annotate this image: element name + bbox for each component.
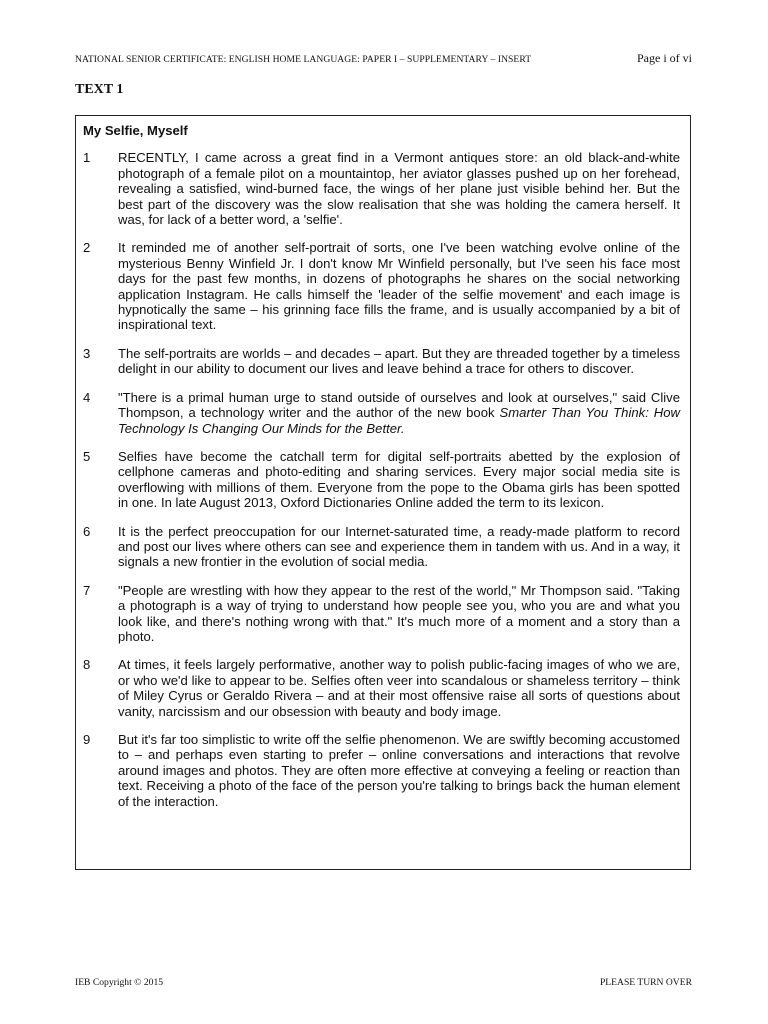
paragraph-text: [118, 390, 680, 436]
paragraph-text: At times, it feels largely performative, another way to polish public-facing images of who we are, or who we'd like to appear to be. Selfies often veer into scandalous or shameless territory – think of Miley Cyrus or Geraldo Rivera – and at their most offensive raise all sorts of questions about vanity, narcissism and our obsession with beauty and body image.: [118, 657, 680, 719]
paragraph-number: 4: [83, 389, 91, 405]
paragraph-number: 1: [83, 150, 91, 166]
exam-header-title: NATIONAL SENIOR CERTIFICATE: ENGLISH HOME LANGUAGE: PAPER I – SUPPLEMENTARY – INSERT: [75, 54, 532, 65]
paragraph-1: [83, 150, 680, 227]
paragraph-3: [83, 346, 680, 377]
paragraph-text-before-title: "There is a primal human urge to stand outside of ourselves and look at ourselves," said Clive Thompson, a technology writer and the author of the new book: [118, 389, 680, 421]
paragraph-number: 7: [83, 582, 91, 598]
page-number: Page i of vi: [637, 51, 692, 65]
text-label: TEXT 1: [75, 82, 124, 97]
paragraph-number: 3: [83, 345, 91, 361]
paragraph-text: But it's far too simplistic to write off the selfie phenomenon. We are swiftly becoming accustomed to – and perhaps even starting to prefer – online conversations and interactions that revolve around images and photos. They are often more effective at conveying a feeling or reaction than text. Receiving a photo of the face of the person you're talking to brings back the human element of the interaction.: [118, 732, 680, 809]
paragraph-number: 9: [83, 732, 91, 747]
paragraph-5: [83, 449, 680, 511]
paragraph-text: The self-portraits are worlds – and decades – apart. But they are threaded together by a timeless delight in our ability to document our lives and leave behind a trace for others to discover.: [118, 345, 680, 377]
copyright-notice: IEB Copyright © 2015: [75, 977, 164, 988]
paragraph-8: [83, 657, 680, 719]
article-title: My Selfie, Myself: [83, 123, 188, 138]
paragraph-number: 8: [83, 657, 91, 673]
paragraph-text: "People are wrestling with how they appear to the rest of the world," Mr Thompson said. "Taking a photograph is a way of trying to understand how people see you, who you are and what you look like, and there's nothing wrong with that." It's much more of a moment and a story than a photo.: [118, 582, 680, 644]
paragraph-text: It reminded me of another self-portrait of sorts, one I've been watching evolve online of the mysterious Benny Winfield Jr. I don't know Mr Winfield personally, but I've seen his face most days for the past few months, in dozens of photographs he shares on the social networking application Instagram. He calls himself the 'leader of the selfie movement' and each image is hypnotically the same – his grinning face fills the frame, and is usually accompanied by a bit of inspirational text.: [118, 240, 680, 333]
paragraph-number: 2: [83, 240, 91, 256]
paragraph-number: 5: [83, 448, 91, 464]
paragraph-9: [83, 732, 680, 809]
paragraph-4: [83, 390, 680, 436]
paragraph-6: [83, 524, 680, 570]
paragraph-2: [83, 240, 680, 332]
book-title: Smarter Than You Think: How Technology Is Changing Our Minds for the Better.: [118, 405, 680, 436]
paragraph-text: Selfies have become the catchall term for digital self-portraits abetted by the explosion of cellphone cameras and photo-editing and sharing services. Every major social media site is overflowing with millions of them. Everyone from the pope to the Obama girls has been spotted in one. In late August 2013, Oxford Dictionaries Online added the term to its lexicon.: [118, 448, 680, 511]
paragraph-text: RECENTLY, I came across a great find in a Vermont antiques store: an old black-and-white photograph of a female pilot on a mountaintop, her aviator glasses pushed up on her forehead, revealing a satisfied, wind-burned face, the wings of her plane just visible behind her. But the best part of the discovery was the slow realisation that she was holding the camera herself. It was, for lack of a better word, a 'selfie'.: [118, 150, 680, 228]
paragraph-text: It is the perfect preoccupation for our Internet-saturated time, a ready-made platform to record and post our lives where others can see and experience them in tandem with us. And in a way, it signals a new frontier in the evolution of social media.: [118, 523, 680, 570]
article-box: [75, 115, 691, 870]
paragraph-7: [83, 583, 680, 645]
paragraph-number: 6: [83, 523, 91, 539]
turn-over-notice: PLEASE TURN OVER: [599, 977, 692, 988]
